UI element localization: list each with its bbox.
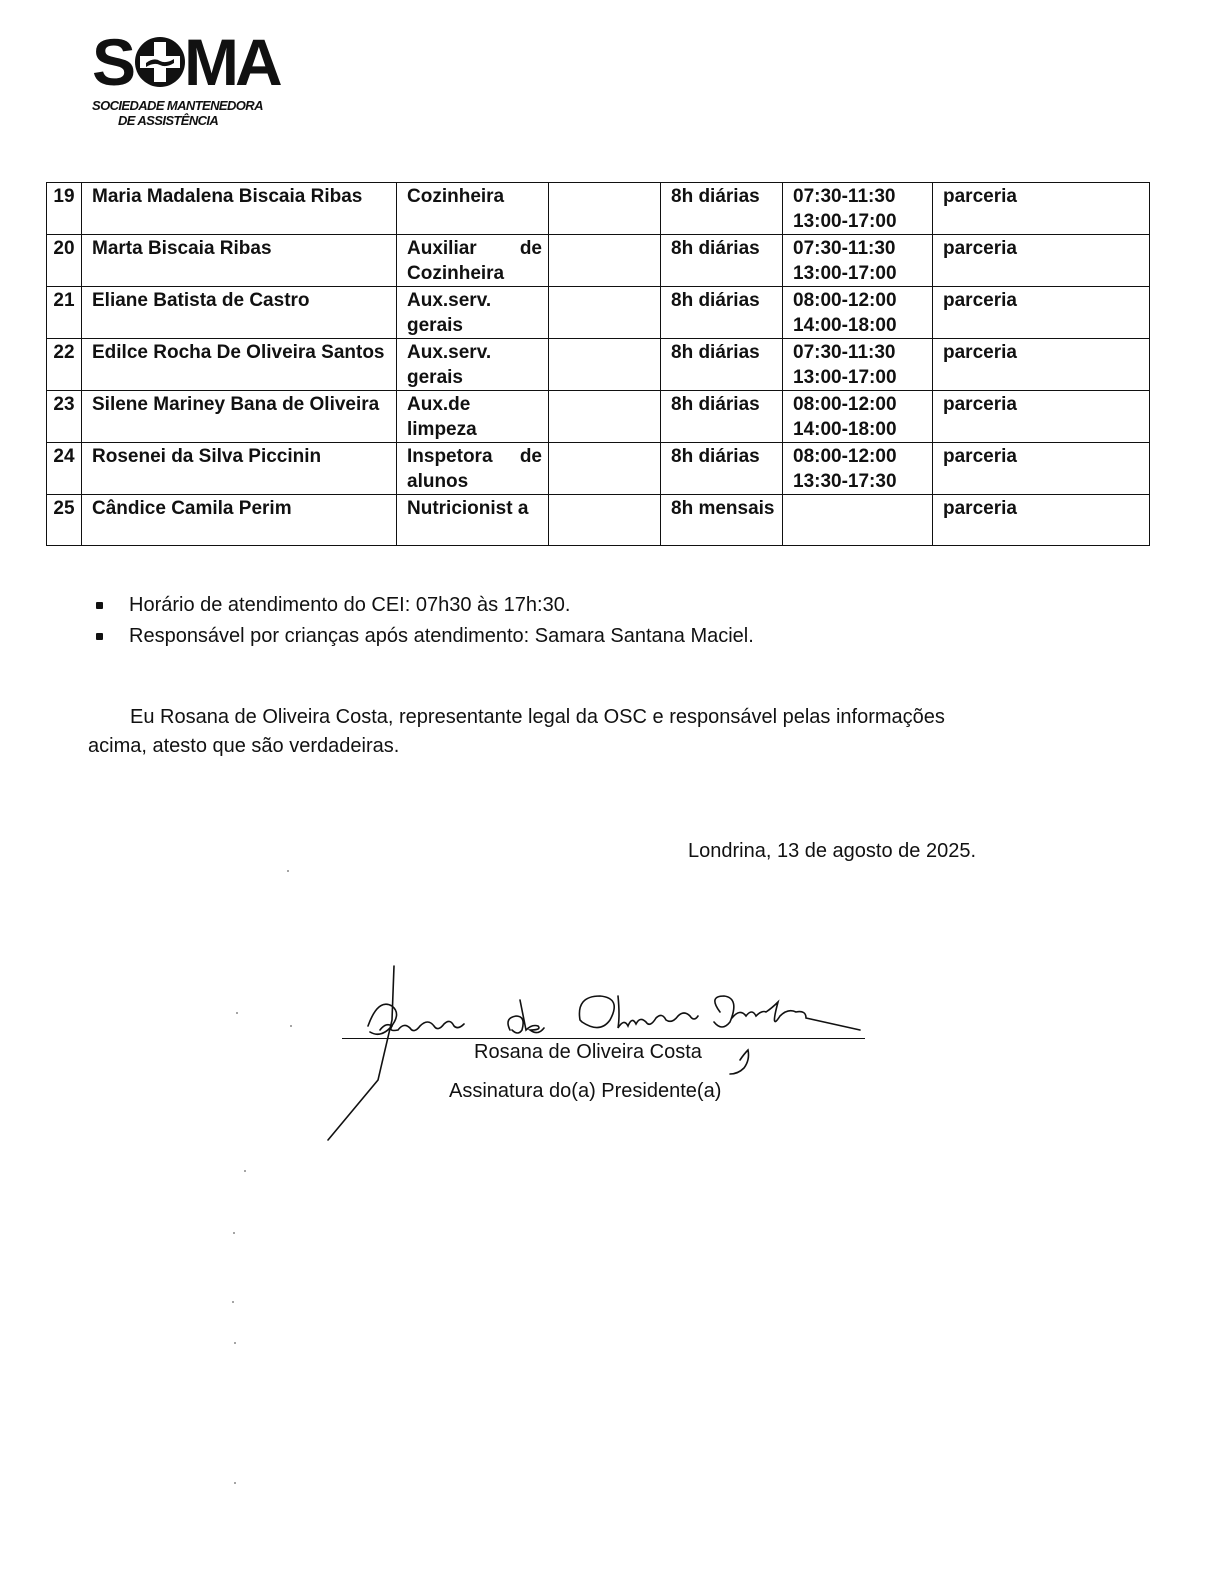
employee-role-cell: Aux.serv. gerais — [397, 339, 549, 391]
blank-cell — [549, 235, 661, 287]
signatory-role: Assinatura do(a) Presidente(a) — [449, 1080, 722, 1102]
signature-line — [342, 1038, 865, 1039]
table-row — [47, 287, 1150, 339]
schedule-cell — [783, 495, 933, 546]
declaration-line: acima, atesto que são verdadeiras. — [88, 735, 400, 757]
schedule-afternoon: 13:00-17:00 — [793, 367, 897, 388]
employee-role-cell: Auxiliar de Cozinheira — [397, 235, 549, 287]
row-number-cell: 25 — [47, 495, 82, 546]
table-row — [47, 183, 1150, 235]
table-row — [47, 391, 1150, 443]
schedule-cell — [783, 183, 933, 235]
svg-text:S: S — [92, 30, 134, 92]
employee-name-cell: Silene Mariney Bana de Oliveira — [82, 391, 397, 443]
workload-cell: 8h diárias — [661, 443, 783, 495]
employment-type-cell: parceria — [933, 287, 1150, 339]
staff-table — [46, 182, 1150, 546]
note-item — [96, 621, 754, 652]
employee-name-cell: Maria Madalena Biscaia Ribas — [82, 183, 397, 235]
blank-cell — [549, 339, 661, 391]
schedule-morning: 08:00-12:00 — [793, 290, 897, 311]
table-row — [47, 495, 1150, 546]
notes-list — [96, 590, 754, 652]
soma-logo — [92, 30, 312, 135]
schedule-afternoon: 14:00-18:00 — [793, 315, 897, 336]
declaration-line: Eu Rosana de Oliveira Costa, representante legal da OSC e responsável pelas informações — [130, 706, 945, 728]
schedule-morning: 08:00-12:00 — [793, 394, 897, 415]
workload-cell: 8h diárias — [661, 287, 783, 339]
workload-cell: 8h diárias — [661, 183, 783, 235]
scan-speck — [232, 1301, 234, 1303]
employee-name-cell: Cândice Camila Perim — [82, 495, 397, 546]
schedule-morning: 07:30-11:30 — [793, 238, 896, 259]
workload-cell: 8h diárias — [661, 339, 783, 391]
employee-name-cell: Eliane Batista de Castro — [82, 287, 397, 339]
employee-name-cell: Marta Biscaia Ribas — [82, 235, 397, 287]
workload-cell: 8h diárias — [661, 235, 783, 287]
row-number-cell: 21 — [47, 287, 82, 339]
logo-subtitle — [92, 98, 263, 128]
blank-cell — [549, 495, 661, 546]
blank-cell — [549, 391, 661, 443]
row-number-cell: 19 — [47, 183, 82, 235]
row-number-cell: 23 — [47, 391, 82, 443]
schedule-afternoon: 13:30-17:30 — [793, 471, 897, 492]
employment-type-cell: parceria — [933, 339, 1150, 391]
table-row — [47, 339, 1150, 391]
employee-name-cell: Edilce Rocha De Oliveira Santos — [82, 339, 397, 391]
schedule-cell — [783, 339, 933, 391]
employment-type-cell: parceria — [933, 235, 1150, 287]
declaration-paragraph — [88, 703, 1088, 761]
bullet-icon — [96, 602, 103, 609]
logo-subtitle-line1: SOCIEDADE MANTENEDORA — [92, 98, 263, 113]
schedule-cell — [783, 391, 933, 443]
schedule-morning: 08:00-12:00 — [793, 446, 897, 467]
employee-role-cell: Aux.de limpeza — [397, 391, 549, 443]
employee-role-cell: Cozinheira — [397, 183, 549, 235]
signatory-name: Rosana de Oliveira Costa — [474, 1041, 702, 1063]
svg-text:MA: MA — [184, 30, 279, 92]
schedule-afternoon: 14:00-18:00 — [793, 419, 897, 440]
row-number-cell: 22 — [47, 339, 82, 391]
place-date: Londrina, 13 de agosto de 2025. — [688, 840, 977, 862]
scan-speck — [234, 1342, 236, 1344]
bullet-icon — [96, 633, 103, 640]
workload-cell: 8h mensais — [661, 495, 783, 546]
employee-role-cell: Aux.serv. gerais — [397, 287, 549, 339]
employment-type-cell: parceria — [933, 443, 1150, 495]
schedule-cell — [783, 235, 933, 287]
blank-cell — [549, 183, 661, 235]
scan-speck — [290, 1025, 292, 1027]
scan-speck — [233, 1232, 235, 1234]
schedule-morning: 07:30-11:30 — [793, 342, 896, 363]
schedule-cell — [783, 287, 933, 339]
schedule-morning: 07:30-11:30 — [793, 186, 896, 207]
note-text: Horário de atendimento do CEI: 07h30 às 17h:30. — [129, 594, 571, 616]
scan-speck — [234, 1482, 236, 1484]
scan-speck — [236, 1012, 238, 1014]
employee-name-cell: Rosenei da Silva Piccinin — [82, 443, 397, 495]
staff-table-body — [47, 183, 1150, 546]
employee-role-cell: Nutricionist a — [397, 495, 549, 546]
scan-speck — [244, 1170, 246, 1172]
employee-role-cell: Inspetora de alunos — [397, 443, 549, 495]
note-text: Responsável por crianças após atendimento: Samara Santana Maciel. — [129, 625, 754, 647]
note-item — [96, 590, 754, 621]
table-row — [47, 235, 1150, 287]
employment-type-cell: parceria — [933, 391, 1150, 443]
blank-cell — [549, 287, 661, 339]
scan-speck — [287, 870, 289, 872]
schedule-afternoon: 13:00-17:00 — [793, 211, 897, 232]
logo-subtitle-line2: DE ASSISTÊNCIA — [118, 113, 219, 128]
schedule-afternoon: 13:00-17:00 — [793, 263, 897, 284]
employment-type-cell: parceria — [933, 183, 1150, 235]
soma-logo-graphic — [92, 30, 312, 92]
blank-cell — [549, 443, 661, 495]
workload-cell: 8h diárias — [661, 391, 783, 443]
row-number-cell: 20 — [47, 235, 82, 287]
employment-type-cell: parceria — [933, 495, 1150, 546]
table-row — [47, 443, 1150, 495]
schedule-cell — [783, 443, 933, 495]
row-number-cell: 24 — [47, 443, 82, 495]
